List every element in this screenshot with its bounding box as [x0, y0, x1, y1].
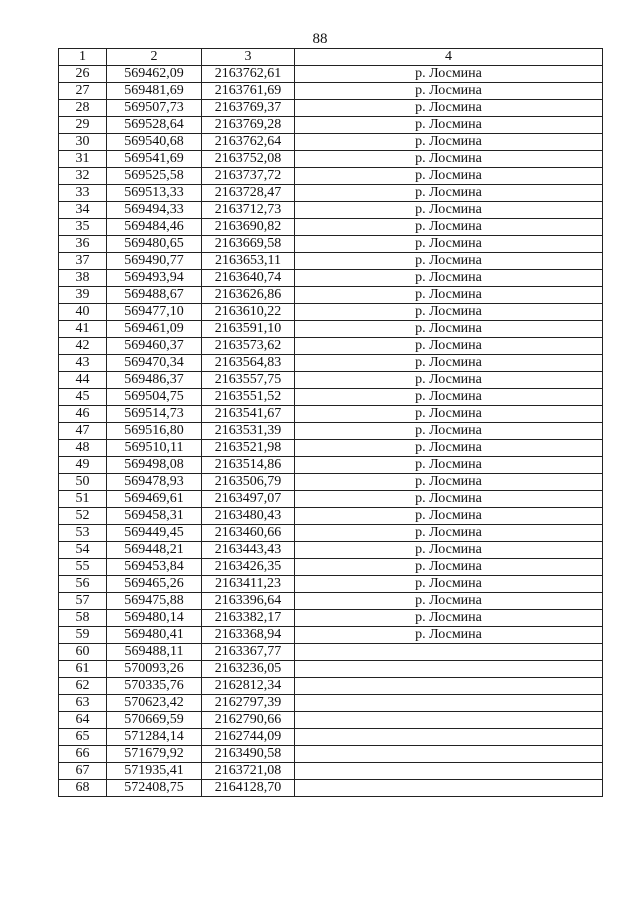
y-coordinate-cell: 2162812,34 — [202, 678, 295, 695]
point-number-cell: 29 — [59, 117, 107, 134]
table-row — [59, 508, 603, 525]
table-row — [59, 661, 603, 678]
object-name-cell: р. Лосмина — [295, 389, 603, 406]
point-number-cell: 35 — [59, 219, 107, 236]
x-coordinate-cell: 569480,65 — [107, 236, 202, 253]
object-name-cell: р. Лосмина — [295, 372, 603, 389]
y-coordinate-cell: 2163521,98 — [202, 440, 295, 457]
point-number-cell: 64 — [59, 712, 107, 729]
y-coordinate-cell: 2163669,58 — [202, 236, 295, 253]
y-coordinate-cell: 2163367,77 — [202, 644, 295, 661]
point-number-cell: 52 — [59, 508, 107, 525]
table-row — [59, 780, 603, 797]
table-row — [59, 287, 603, 304]
object-name-cell: р. Лосмина — [295, 287, 603, 304]
point-number-cell: 57 — [59, 593, 107, 610]
point-number-cell: 42 — [59, 338, 107, 355]
point-number-cell: 45 — [59, 389, 107, 406]
object-name-cell: р. Лосмина — [295, 338, 603, 355]
x-coordinate-cell: 569469,61 — [107, 491, 202, 508]
x-coordinate-cell: 569541,69 — [107, 151, 202, 168]
y-coordinate-cell: 2163506,79 — [202, 474, 295, 491]
y-coordinate-cell: 2163564,83 — [202, 355, 295, 372]
y-coordinate-cell: 2163541,67 — [202, 406, 295, 423]
table-row — [59, 236, 603, 253]
table-row — [59, 219, 603, 236]
column-header-4: 4 — [295, 49, 603, 66]
x-coordinate-cell: 569460,37 — [107, 338, 202, 355]
table-row — [59, 627, 603, 644]
object-name-cell: р. Лосмина — [295, 508, 603, 525]
y-coordinate-cell: 2163531,39 — [202, 423, 295, 440]
point-number-cell: 59 — [59, 627, 107, 644]
point-number-cell: 48 — [59, 440, 107, 457]
object-name-cell: р. Лосмина — [295, 627, 603, 644]
x-coordinate-cell: 569448,21 — [107, 542, 202, 559]
x-coordinate-cell: 569478,93 — [107, 474, 202, 491]
y-coordinate-cell: 2163480,43 — [202, 508, 295, 525]
table-row — [59, 83, 603, 100]
point-number-cell: 60 — [59, 644, 107, 661]
x-coordinate-cell: 569449,45 — [107, 525, 202, 542]
object-name-cell — [295, 678, 603, 695]
object-name-cell: р. Лосмина — [295, 168, 603, 185]
object-name-cell: р. Лосмина — [295, 491, 603, 508]
table-row — [59, 474, 603, 491]
y-coordinate-cell: 2163728,47 — [202, 185, 295, 202]
page-number: 88 — [312, 31, 328, 47]
object-name-cell: р. Лосмина — [295, 219, 603, 236]
table-body — [59, 66, 603, 797]
coordinates-table — [58, 48, 603, 797]
y-coordinate-cell: 2164128,70 — [202, 780, 295, 797]
object-name-cell: р. Лосмина — [295, 134, 603, 151]
x-coordinate-cell: 569465,26 — [107, 576, 202, 593]
column-header-1: 1 — [59, 49, 107, 66]
x-coordinate-cell: 569477,10 — [107, 304, 202, 321]
object-name-cell: р. Лосмина — [295, 576, 603, 593]
object-name-cell — [295, 780, 603, 797]
y-coordinate-cell: 2163712,73 — [202, 202, 295, 219]
y-coordinate-cell: 2162797,39 — [202, 695, 295, 712]
y-coordinate-cell: 2163762,61 — [202, 66, 295, 83]
object-name-cell: р. Лосмина — [295, 83, 603, 100]
object-name-cell — [295, 746, 603, 763]
table-row — [59, 695, 603, 712]
object-name-cell: р. Лосмина — [295, 270, 603, 287]
object-name-cell: р. Лосмина — [295, 559, 603, 576]
point-number-cell: 68 — [59, 780, 107, 797]
x-coordinate-cell: 570335,76 — [107, 678, 202, 695]
object-name-cell: р. Лосмина — [295, 542, 603, 559]
table-row — [59, 525, 603, 542]
x-coordinate-cell: 569516,80 — [107, 423, 202, 440]
y-coordinate-cell: 2163514,86 — [202, 457, 295, 474]
y-coordinate-cell: 2163762,64 — [202, 134, 295, 151]
table-row — [59, 185, 603, 202]
table-row — [59, 151, 603, 168]
y-coordinate-cell: 2163551,52 — [202, 389, 295, 406]
x-coordinate-cell: 570623,42 — [107, 695, 202, 712]
object-name-cell: р. Лосмина — [295, 593, 603, 610]
point-number-cell: 47 — [59, 423, 107, 440]
x-coordinate-cell: 569480,41 — [107, 627, 202, 644]
table-row — [59, 593, 603, 610]
y-coordinate-cell: 2163490,58 — [202, 746, 295, 763]
x-coordinate-cell: 571935,41 — [107, 763, 202, 780]
point-number-cell: 46 — [59, 406, 107, 423]
point-number-cell: 34 — [59, 202, 107, 219]
table-row — [59, 542, 603, 559]
object-name-cell: р. Лосмина — [295, 117, 603, 134]
y-coordinate-cell: 2163690,82 — [202, 219, 295, 236]
y-coordinate-cell: 2163382,17 — [202, 610, 295, 627]
column-header-2: 2 — [107, 49, 202, 66]
y-coordinate-cell: 2163236,05 — [202, 661, 295, 678]
x-coordinate-cell: 569488,67 — [107, 287, 202, 304]
x-coordinate-cell: 569453,84 — [107, 559, 202, 576]
object-name-cell — [295, 763, 603, 780]
y-coordinate-cell: 2163443,43 — [202, 542, 295, 559]
point-number-cell: 56 — [59, 576, 107, 593]
point-number-cell: 33 — [59, 185, 107, 202]
x-coordinate-cell: 569498,08 — [107, 457, 202, 474]
point-number-cell: 28 — [59, 100, 107, 117]
object-name-cell: р. Лосмина — [295, 321, 603, 338]
table-row — [59, 729, 603, 746]
y-coordinate-cell: 2163460,66 — [202, 525, 295, 542]
x-coordinate-cell: 569513,33 — [107, 185, 202, 202]
object-name-cell — [295, 712, 603, 729]
table-row — [59, 321, 603, 338]
table-row — [59, 457, 603, 474]
table-row — [59, 355, 603, 372]
x-coordinate-cell: 569507,73 — [107, 100, 202, 117]
x-coordinate-cell: 569462,09 — [107, 66, 202, 83]
object-name-cell: р. Лосмина — [295, 406, 603, 423]
point-number-cell: 54 — [59, 542, 107, 559]
table-row — [59, 678, 603, 695]
point-number-cell: 43 — [59, 355, 107, 372]
object-name-cell: р. Лосмина — [295, 440, 603, 457]
point-number-cell: 49 — [59, 457, 107, 474]
point-number-cell: 66 — [59, 746, 107, 763]
x-coordinate-cell: 571679,92 — [107, 746, 202, 763]
point-number-cell: 62 — [59, 678, 107, 695]
object-name-cell: р. Лосмина — [295, 202, 603, 219]
x-coordinate-cell: 569461,09 — [107, 321, 202, 338]
y-coordinate-cell: 2163626,86 — [202, 287, 295, 304]
table-row — [59, 117, 603, 134]
table-row — [59, 202, 603, 219]
y-coordinate-cell: 2163557,75 — [202, 372, 295, 389]
point-number-cell: 30 — [59, 134, 107, 151]
point-number-cell: 31 — [59, 151, 107, 168]
x-coordinate-cell: 569504,75 — [107, 389, 202, 406]
object-name-cell: р. Лосмина — [295, 525, 603, 542]
x-coordinate-cell: 569488,11 — [107, 644, 202, 661]
x-coordinate-cell: 569481,69 — [107, 83, 202, 100]
point-number-cell: 53 — [59, 525, 107, 542]
y-coordinate-cell: 2163368,94 — [202, 627, 295, 644]
point-number-cell: 58 — [59, 610, 107, 627]
table-row — [59, 763, 603, 780]
header-row — [59, 49, 603, 66]
object-name-cell: р. Лосмина — [295, 423, 603, 440]
point-number-cell: 40 — [59, 304, 107, 321]
point-number-cell: 44 — [59, 372, 107, 389]
point-number-cell: 67 — [59, 763, 107, 780]
object-name-cell: р. Лосмина — [295, 100, 603, 117]
y-coordinate-cell: 2163640,74 — [202, 270, 295, 287]
y-coordinate-cell: 2163610,22 — [202, 304, 295, 321]
point-number-cell: 37 — [59, 253, 107, 270]
object-name-cell — [295, 695, 603, 712]
table-row — [59, 168, 603, 185]
y-coordinate-cell: 2163769,28 — [202, 117, 295, 134]
object-name-cell — [295, 729, 603, 746]
x-coordinate-cell: 569525,58 — [107, 168, 202, 185]
y-coordinate-cell: 2163573,62 — [202, 338, 295, 355]
table-row — [59, 423, 603, 440]
object-name-cell: р. Лосмина — [295, 610, 603, 627]
table-row — [59, 610, 603, 627]
point-number-cell: 61 — [59, 661, 107, 678]
table-row — [59, 100, 603, 117]
x-coordinate-cell: 569528,64 — [107, 117, 202, 134]
y-coordinate-cell: 2162790,66 — [202, 712, 295, 729]
point-number-cell: 55 — [59, 559, 107, 576]
table-row — [59, 491, 603, 508]
point-number-cell: 36 — [59, 236, 107, 253]
x-coordinate-cell: 569484,46 — [107, 219, 202, 236]
x-coordinate-cell: 569514,73 — [107, 406, 202, 423]
object-name-cell: р. Лосмина — [295, 66, 603, 83]
object-name-cell — [295, 661, 603, 678]
x-coordinate-cell: 569480,14 — [107, 610, 202, 627]
y-coordinate-cell: 2163752,08 — [202, 151, 295, 168]
y-coordinate-cell: 2163737,72 — [202, 168, 295, 185]
point-number-cell: 51 — [59, 491, 107, 508]
point-number-cell: 41 — [59, 321, 107, 338]
x-coordinate-cell: 569493,94 — [107, 270, 202, 287]
table-row — [59, 66, 603, 83]
point-number-cell: 63 — [59, 695, 107, 712]
object-name-cell: р. Лосмина — [295, 304, 603, 321]
x-coordinate-cell: 570093,26 — [107, 661, 202, 678]
point-number-cell: 27 — [59, 83, 107, 100]
table-row — [59, 134, 603, 151]
y-coordinate-cell: 2163497,07 — [202, 491, 295, 508]
x-coordinate-cell: 571284,14 — [107, 729, 202, 746]
table-row — [59, 406, 603, 423]
y-coordinate-cell: 2163396,64 — [202, 593, 295, 610]
x-coordinate-cell: 569475,88 — [107, 593, 202, 610]
y-coordinate-cell: 2163591,10 — [202, 321, 295, 338]
y-coordinate-cell: 2163411,23 — [202, 576, 295, 593]
column-header-3: 3 — [202, 49, 295, 66]
y-coordinate-cell: 2163721,08 — [202, 763, 295, 780]
x-coordinate-cell: 569540,68 — [107, 134, 202, 151]
point-number-cell: 38 — [59, 270, 107, 287]
table-header — [59, 49, 603, 66]
object-name-cell: р. Лосмина — [295, 185, 603, 202]
x-coordinate-cell: 569458,31 — [107, 508, 202, 525]
y-coordinate-cell: 2163653,11 — [202, 253, 295, 270]
point-number-cell: 65 — [59, 729, 107, 746]
point-number-cell: 26 — [59, 66, 107, 83]
table-row — [59, 559, 603, 576]
table-row — [59, 304, 603, 321]
point-number-cell: 39 — [59, 287, 107, 304]
object-name-cell: р. Лосмина — [295, 253, 603, 270]
object-name-cell: р. Лосмина — [295, 355, 603, 372]
table-row — [59, 338, 603, 355]
x-coordinate-cell: 570669,59 — [107, 712, 202, 729]
x-coordinate-cell: 569494,33 — [107, 202, 202, 219]
x-coordinate-cell: 572408,75 — [107, 780, 202, 797]
table-row — [59, 270, 603, 287]
table-row — [59, 644, 603, 661]
table-row — [59, 576, 603, 593]
object-name-cell: р. Лосмина — [295, 151, 603, 168]
table-row — [59, 372, 603, 389]
object-name-cell: р. Лосмина — [295, 474, 603, 491]
y-coordinate-cell: 2163761,69 — [202, 83, 295, 100]
y-coordinate-cell: 2163426,35 — [202, 559, 295, 576]
table-row — [59, 440, 603, 457]
object-name-cell: р. Лосмина — [295, 236, 603, 253]
table-row — [59, 389, 603, 406]
object-name-cell: р. Лосмина — [295, 457, 603, 474]
point-number-cell: 32 — [59, 168, 107, 185]
table-row — [59, 746, 603, 763]
object-name-cell — [295, 644, 603, 661]
table-row — [59, 712, 603, 729]
x-coordinate-cell: 569486,37 — [107, 372, 202, 389]
table-row — [59, 253, 603, 270]
y-coordinate-cell: 2162744,09 — [202, 729, 295, 746]
y-coordinate-cell: 2163769,37 — [202, 100, 295, 117]
x-coordinate-cell: 569510,11 — [107, 440, 202, 457]
point-number-cell: 50 — [59, 474, 107, 491]
x-coordinate-cell: 569470,34 — [107, 355, 202, 372]
x-coordinate-cell: 569490,77 — [107, 253, 202, 270]
